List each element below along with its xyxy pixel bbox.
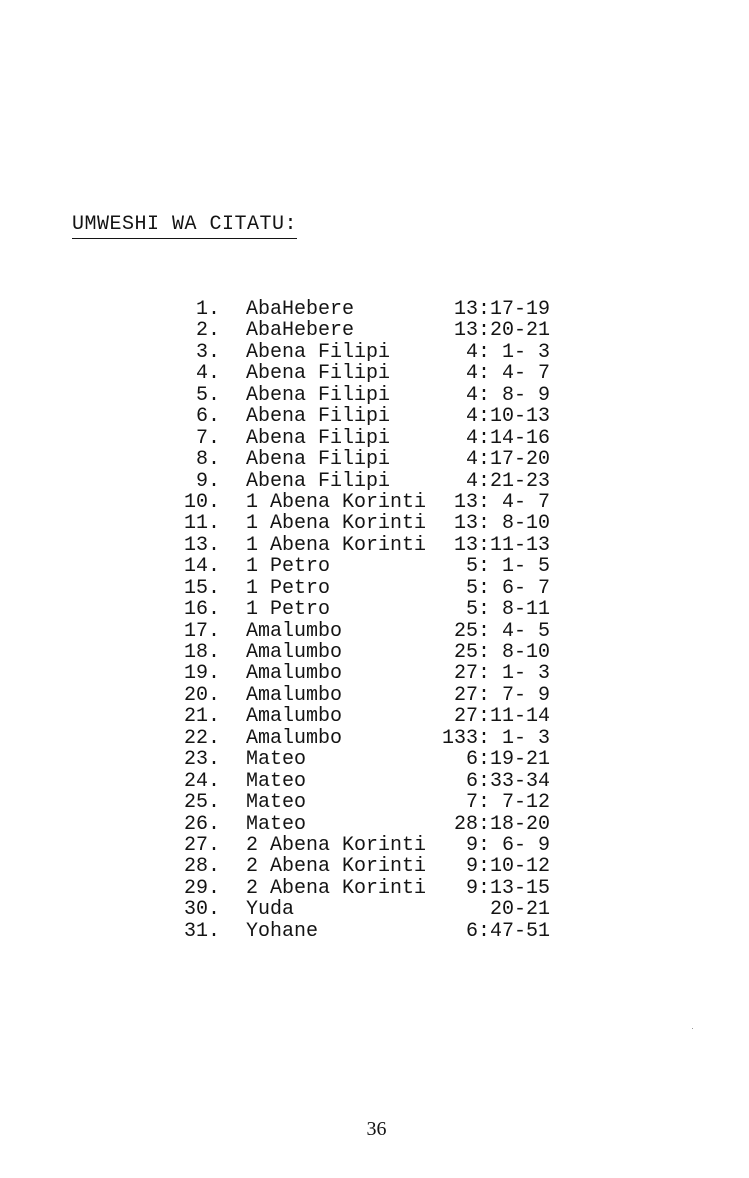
entry-number: 27. [183, 833, 220, 857]
entry-number: 24. [183, 769, 220, 793]
list-item [0, 428, 749, 449]
entry-reference: 27:11-14 [453, 705, 550, 729]
entry-reference: 13: 8-10 [453, 512, 550, 536]
list-item [0, 406, 749, 427]
entry-book: 1 Abena Korinti [246, 512, 427, 536]
entry-number: 6. [195, 405, 220, 429]
list-item [0, 449, 749, 470]
entry-number: 28. [183, 855, 220, 879]
entry-number: 25. [183, 791, 220, 815]
list-item [0, 706, 749, 727]
entry-number: 26. [183, 812, 220, 836]
entry-reference: 4:21-23 [465, 469, 550, 493]
entry-book: 1 Petro [246, 576, 331, 600]
entry-reference: 5: 8-11 [465, 598, 550, 622]
entry-number: 20. [183, 683, 220, 707]
list-item [0, 792, 749, 813]
entry-number: 30. [183, 898, 220, 922]
entry-book: 2 Abena Korinti [246, 833, 427, 857]
reading-list [0, 299, 749, 942]
entry-number: 3. [195, 340, 220, 364]
entry-reference: 5: 6- 7 [465, 576, 550, 600]
entry-book: Yuda [246, 898, 295, 922]
list-item [0, 363, 749, 384]
entry-reference: 6:33-34 [465, 769, 550, 793]
entry-book: Mateo [246, 812, 307, 836]
entry-number: 13. [183, 533, 220, 557]
entry-reference: 6:19-21 [465, 748, 550, 772]
entry-number: 8. [195, 448, 220, 472]
list-item [0, 385, 749, 406]
list-item [0, 771, 749, 792]
entry-reference: 4:14-16 [465, 426, 550, 450]
entry-book: Abena Filipi [246, 426, 391, 450]
list-item [0, 621, 749, 642]
entry-book: 1 Abena Korinti [246, 490, 427, 514]
entry-book: Amalumbo [246, 619, 343, 643]
list-item [0, 642, 749, 663]
entry-number: 17. [183, 619, 220, 643]
list-item [0, 685, 749, 706]
page-number: 36 [366, 1118, 387, 1140]
entry-number: 9. [195, 469, 220, 493]
list-item [0, 814, 749, 835]
entry-reference: 13:20-21 [453, 319, 550, 343]
list-item [0, 492, 749, 513]
entry-book: 1 Petro [246, 598, 331, 622]
entry-number: 18. [183, 641, 220, 664]
entry-book: 1 Abena Korinti [246, 533, 427, 557]
entry-number: 23. [183, 748, 220, 772]
entry-book: Abena Filipi [246, 383, 391, 407]
entry-book: Mateo [246, 791, 307, 815]
entry-number: 10. [183, 490, 220, 514]
entry-number: 5. [195, 383, 220, 407]
entry-book: Mateo [246, 748, 307, 772]
entry-reference: 4: 8- 9 [465, 383, 550, 407]
entry-book: Amalumbo [246, 705, 343, 729]
list-item [0, 299, 749, 320]
entry-reference: 7: 7-12 [465, 791, 550, 815]
entry-number: 29. [183, 876, 220, 900]
entry-book: 1 Petro [246, 555, 331, 579]
entry-number: 22. [183, 726, 220, 750]
list-item [0, 878, 749, 899]
list-item [0, 471, 749, 492]
entry-reference: 5: 1- 5 [465, 555, 550, 579]
entry-book: Abena Filipi [246, 405, 391, 429]
entry-number: 31. [183, 919, 220, 943]
entry-reference: 13:11-13 [453, 533, 550, 557]
entry-number: 2. [195, 319, 220, 343]
entry-number: 1. [195, 298, 220, 321]
entry-book: Yohane [246, 919, 319, 943]
list-item [0, 578, 749, 599]
list-item [0, 513, 749, 534]
entry-reference: 28:18-20 [453, 812, 550, 836]
entry-number: 7. [195, 426, 220, 450]
list-item [0, 899, 749, 920]
list-item [0, 749, 749, 770]
entry-number: 4. [195, 362, 220, 386]
entry-book: Abena Filipi [246, 362, 391, 386]
list-item [0, 599, 749, 620]
entry-book: Abena Filipi [246, 469, 391, 493]
entry-reference: 27: 1- 3 [453, 662, 550, 686]
entry-book: Amalumbo [246, 726, 343, 750]
list-item [0, 835, 749, 856]
entry-reference: 13: 4- 7 [453, 490, 550, 514]
entry-reference: 4: 1- 3 [465, 340, 550, 364]
entry-number: 15. [183, 576, 220, 600]
entry-book: 2 Abena Korinti [246, 855, 427, 879]
list-item [0, 856, 749, 877]
entry-reference: 4: 4- 7 [465, 362, 550, 386]
entry-book: Amalumbo [246, 641, 343, 664]
entry-book: Abena Filipi [246, 448, 391, 472]
list-item [0, 320, 749, 341]
page-heading: UMWESHI WA CITATU: [72, 214, 297, 239]
entry-reference: 20-21 [489, 898, 550, 922]
entry-reference: 9: 6- 9 [465, 833, 550, 857]
entry-reference: 6:47-51 [465, 919, 550, 943]
entry-number: 19. [183, 662, 220, 686]
entry-reference: 27: 7- 9 [453, 683, 550, 707]
entry-book: Amalumbo [246, 683, 343, 707]
entry-reference: 25: 4- 5 [453, 619, 550, 643]
list-item [0, 728, 749, 749]
entry-book: 2 Abena Korinti [246, 876, 427, 900]
entry-book: AbaHebere [246, 319, 355, 343]
entry-book: Mateo [246, 769, 307, 793]
list-item [0, 663, 749, 684]
entry-reference: 4:10-13 [465, 405, 550, 429]
entry-reference: 4:17-20 [465, 448, 550, 472]
scan-speck [692, 1028, 693, 1029]
entry-book: Abena Filipi [246, 340, 391, 364]
entry-reference: 25: 8-10 [453, 641, 550, 664]
entry-reference: 9:10-12 [465, 855, 550, 879]
entry-reference: 13:17-19 [453, 298, 550, 321]
entry-number: 11. [183, 512, 220, 536]
list-item [0, 535, 749, 556]
list-item [0, 556, 749, 577]
entry-book: AbaHebere [246, 298, 355, 321]
entry-reference: 9:13-15 [465, 876, 550, 900]
list-item [0, 921, 749, 942]
entry-book: Amalumbo [246, 662, 343, 686]
entry-number: 16. [183, 598, 220, 622]
entry-number: 21. [183, 705, 220, 729]
entry-reference: 133: 1- 3 [441, 726, 550, 750]
list-item [0, 342, 749, 363]
entry-number: 14. [183, 555, 220, 579]
